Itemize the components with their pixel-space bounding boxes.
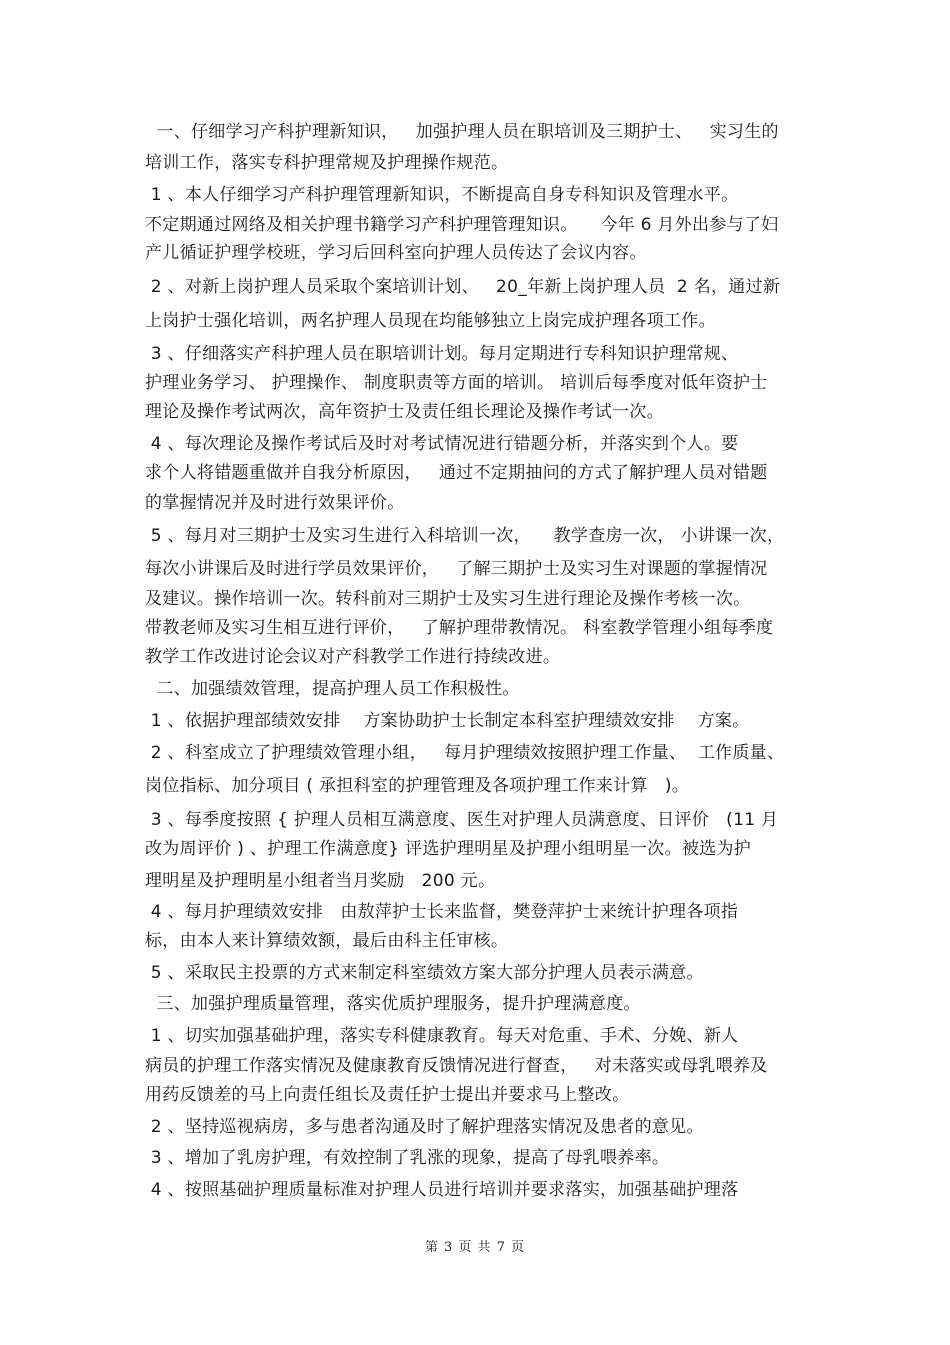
text-line: 2 、对新上岗护理人员采取个案培训计划、 20_年新上岗护理人员 2 名，通过新 <box>145 277 781 297</box>
text-line: 标，由本人来计算绩效额，最后由科主任审核。 <box>145 931 509 951</box>
text-line: 上岗护士强化培训，两名护理人员现在均能够独立上岗完成护理各项工作。 <box>145 311 716 331</box>
text-line: 3 、仔细落实产科护理人员在职培训计划。每月定期进行专科知识护理常规、 <box>145 344 739 364</box>
text-line: 3 、增加了乳房护理，有效控制了乳涨的现象，提高了母乳喂养率。 <box>145 1148 670 1168</box>
text-line: 2 、坚持巡视病房，多与患者沟通及时了解护理落实情况及患者的意见。 <box>145 1117 704 1137</box>
text-line: 4 、每月护理绩效安排 由敖萍护士长来监督，樊登萍护士来统计护理各项指 <box>145 902 739 922</box>
text-line: 4 、每次理论及操作考试后及时对考试情况进行错题分析，并落实到个人。要 <box>145 434 739 454</box>
text-line: 及建议。操作培训一次。转科前对三期护士及实习生进行理论及操作考核一次。 <box>145 589 751 609</box>
text-line: 5 、每月对三期护士及实习生进行入科培训一次， 教学查房一次， 小讲课一次， <box>145 526 785 546</box>
text-line: 每次小讲课后及时进行学员效果评价， 了解三期护士及实习生对课题的掌握情况 <box>145 559 768 579</box>
text-line: 带教老师及实习生相互进行评价， 了解护理带教情况。 科室教学管理小组每季度 <box>145 618 774 638</box>
text-line: 三、加强护理质量管理，落实优质护理服务，提升护理满意度。 <box>145 994 641 1014</box>
text-line: 5 、采取民主投票的方式来制定科室绩效方案大部分护理人员表示满意。 <box>145 963 704 983</box>
page-footer: 第 3 页 共 7 页 <box>424 1240 526 1255</box>
text-line: 求个人将错题重做并自我分析原因， 通过不定期抽问的方式了解护理人员对错题 <box>145 463 768 483</box>
text-line: 教学工作改进讨论会议对产科教学工作进行持续改进。 <box>145 647 561 667</box>
text-line: 4 、按照基础护理质量标准对护理人员进行培训并要求落实，加强基础护理落 <box>145 1180 739 1200</box>
text-line: 1 、切实加强基础护理，落实专科健康教育。每天对危重、手术、分娩、新人 <box>145 1026 739 1046</box>
text-line: 二、加强绩效管理，提高护理人员工作积极性。 <box>145 679 520 699</box>
text-line: 岗位指标、加分项目 ( 承担科室的护理管理及各项护理工作来计算 )。 <box>145 776 690 796</box>
text-line: 3 、每季度按照 { 护理人员相互满意度、医生对护理人员满意度、日评价 (11 月 <box>145 810 779 830</box>
text-line: 用药反馈差的马上向责任组长及责任护士提出并要求马上整改。 <box>145 1085 630 1105</box>
text-line: 病员的护理工作落实情况及健康教育反馈情况进行督查， 对未落实或母乳喂养及 <box>145 1056 768 1076</box>
text-line: 不定期通过网络及相关护理书籍学习产科护理管理知识。 今年 6 月外出参与了妇 <box>145 215 779 235</box>
text-line: 的掌握情况并及时进行效果评价。 <box>145 493 405 513</box>
text-line: 一、仔细学习产科护理新知识， 加强护理人员在职培训及三期护士、 实习生的 <box>145 122 779 142</box>
text-line: 1 、本人仔细学习产科护理管理新知识，不断提高自身专科知识及管理水平。 <box>145 185 739 205</box>
text-line: 培训工作，落实专科护理常规及护理操作规范。 <box>145 153 509 173</box>
text-line: 产儿循证护理学校班，学习后回科室向护理人员传达了会议内容。 <box>145 243 647 263</box>
text-line: 2 、科室成立了护理绩效管理小组， 每月护理绩效按照护理工作量、 工作质量、 <box>145 743 785 763</box>
text-line: 1 、依据护理部绩效安排 方案协助护士长制定本科室护理绩效安排 方案。 <box>145 711 750 731</box>
text-line: 护理业务学习、 护理操作、 制度职责等方面的培训。 培训后每季度对低年资护士 <box>145 373 768 393</box>
text-line: 理论及操作考试两次，高年资护士及责任组长理论及操作考试一次。 <box>145 402 664 422</box>
text-line: 改为周评价 ) 、护理工作满意度} 评选护理明星及护理小组明星一次。被选为护 <box>145 839 752 859</box>
text-line: 理明星及护理明星小组者当月奖励 200 元。 <box>145 871 496 891</box>
